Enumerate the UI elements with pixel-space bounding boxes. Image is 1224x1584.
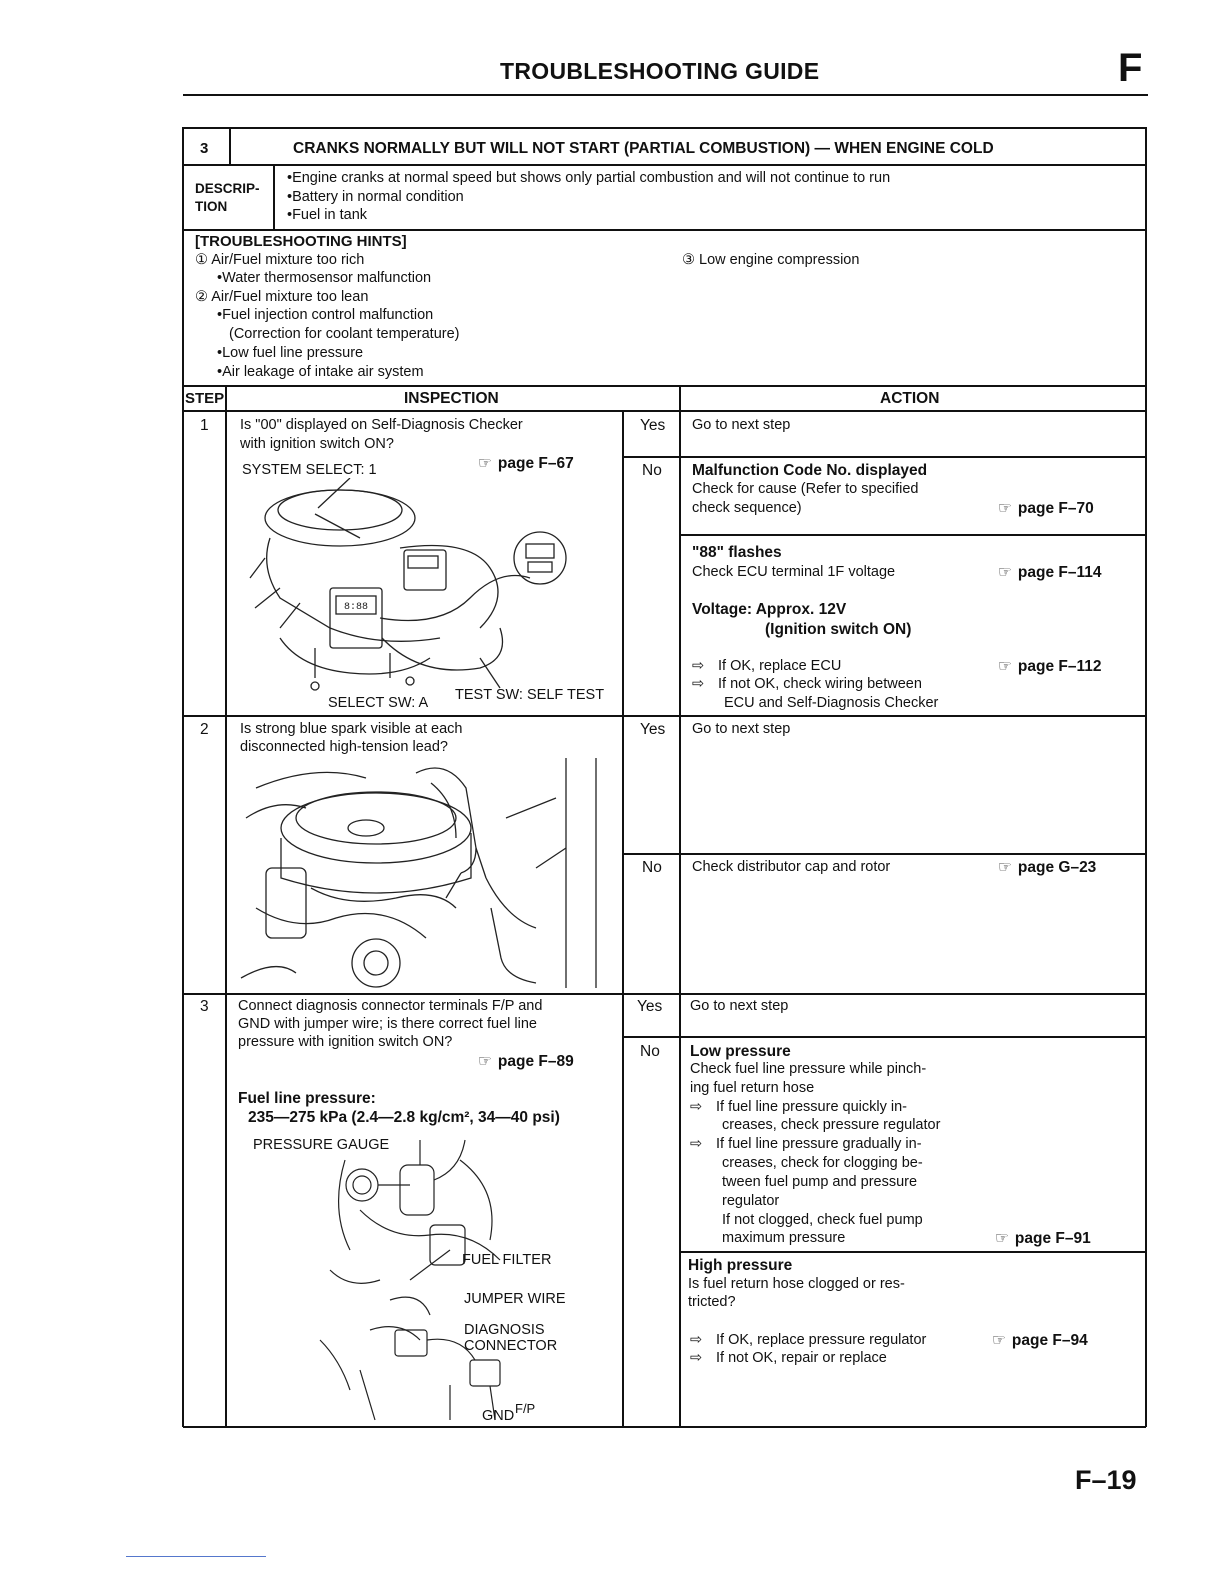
pointing-hand-icon: ☞ (992, 1332, 1006, 1349)
pointing-hand-icon: ☞ (998, 564, 1012, 581)
figure-label: TEST SW: SELF TEST (455, 687, 605, 703)
description-line: •Engine cranks at normal speed but shows only partial combustion and will not continue to run (287, 170, 891, 186)
yes-label: Yes (640, 417, 666, 434)
action-text: Go to next step (690, 998, 789, 1014)
action-text: check sequence) (692, 500, 802, 516)
step-inspection-line: Is "00" displayed on Self-Diagnosis Checker (240, 417, 523, 433)
yes-label: Yes (637, 998, 663, 1015)
page-reference: ☞ page F–70 (998, 500, 1094, 517)
description-label-2: TION (195, 199, 228, 214)
section-letter: F (1118, 46, 1143, 90)
hint-item: ③ Low engine compression (682, 252, 860, 268)
action-heading: Malfunction Code No. displayed (692, 462, 928, 479)
action-text: Go to next step (692, 417, 791, 433)
figure-label: PRESSURE GAUGE (253, 1137, 390, 1153)
figure-label: F/P (515, 1401, 536, 1416)
step-inspection-line: Connect diagnosis connector terminals F/P and (238, 998, 543, 1014)
action-result: ⇨ If fuel line pressure quickly in- (690, 1099, 907, 1115)
yes-label: Yes (640, 721, 666, 738)
step-number: 3 (200, 998, 209, 1015)
action-text: Is fuel return hose clogged or res- (688, 1276, 905, 1292)
pointing-hand-icon: ☞ (998, 859, 1012, 876)
pointing-hand-icon: ☞ (478, 1053, 492, 1070)
action-heading: Low pressure (690, 1043, 791, 1060)
step-inspection-line: disconnected high-tension lead? (240, 739, 448, 755)
hint-item: ② Air/Fuel mixture too lean (195, 289, 369, 305)
page-reference: ☞ page F–91 (995, 1230, 1091, 1247)
action-heading: "88" flashes (692, 544, 782, 561)
action-text: Check fuel line pressure while pinch- (690, 1061, 927, 1077)
action-text: Go to next step (692, 721, 791, 737)
no-label: No (642, 462, 662, 479)
outline-arrow-icon: ⇨ (692, 658, 705, 674)
header-rule (183, 94, 1148, 96)
page-reference: ☞ page G–23 (998, 859, 1097, 876)
figure-label: FUEL FILTER (462, 1252, 552, 1268)
pressure-heading: Fuel line pressure: (238, 1090, 376, 1107)
hint-item: •Fuel injection control malfunction (217, 307, 434, 323)
step-number: 1 (200, 417, 209, 434)
outline-arrow-icon: ⇨ (690, 1332, 703, 1348)
no-label: No (642, 859, 662, 876)
action-result: creases, check for clogging be- (722, 1155, 923, 1171)
footer-link-underline (126, 1556, 266, 1557)
action-result: If not clogged, check fuel pump (722, 1212, 923, 1228)
pointing-hand-icon: ☞ (478, 455, 492, 472)
no-label: No (640, 1043, 660, 1060)
page-header-title: TROUBLESHOOTING GUIDE (500, 58, 820, 84)
pointing-hand-icon: ☞ (998, 500, 1012, 517)
hint-item: •Air leakage of intake air system (217, 364, 424, 380)
outline-arrow-icon: ⇨ (690, 1136, 703, 1152)
fuel-pressure-illustration (300, 1130, 550, 1422)
pressure-spec: 235—275 kPa (2.4—2.8 kg/cm², 34—40 psi) (248, 1109, 560, 1126)
action-result: ⇨ If OK, replace ECU (692, 658, 842, 674)
svg-text:8:88: 8:88 (344, 602, 369, 613)
figure-label: CONNECTOR (464, 1338, 558, 1354)
hints-heading: [TROUBLESHOOTING HINTS] (195, 233, 407, 250)
action-text: Check distributor cap and rotor (692, 859, 891, 875)
action-text: Check for cause (Refer to specified (692, 481, 919, 497)
hint-item: (Correction for coolant temperature) (229, 326, 460, 342)
pointing-hand-icon: ☞ (995, 1230, 1009, 1247)
pointing-hand-icon: ☞ (998, 658, 1012, 675)
action-result: regulator (722, 1193, 780, 1209)
page-reference: ☞ page F–94 (992, 1332, 1088, 1349)
figure-label: SYSTEM SELECT: 1 (242, 462, 377, 478)
action-result: ⇨ If OK, replace pressure regulator (690, 1332, 927, 1348)
action-result: maximum pressure (722, 1230, 846, 1246)
action-result: ⇨ If not OK, repair or replace (690, 1350, 887, 1366)
page-reference: ☞ page F–112 (998, 658, 1102, 675)
figure-label: SELECT SW: A (328, 695, 429, 711)
page-reference: ☞ page F–89 (478, 1053, 574, 1070)
action-result: ⇨ If not OK, check wiring between (692, 676, 922, 692)
action-result: creases, check pressure regulator (722, 1117, 941, 1133)
page-reference: ☞ page F–114 (998, 564, 1102, 581)
voltage-spec: (Ignition switch ON) (765, 621, 912, 638)
page-reference: ☞ page F–67 (478, 455, 574, 472)
action-text: ing fuel return hose (690, 1080, 815, 1096)
outline-arrow-icon: ⇨ (690, 1350, 703, 1366)
figure-label: JUMPER WIRE (464, 1291, 566, 1307)
action-result: ECU and Self-Diagnosis Checker (724, 695, 939, 711)
description-line: •Fuel in tank (287, 207, 368, 223)
voltage-spec: Voltage: Approx. 12V (692, 601, 847, 618)
spark-test-illustration (236, 758, 620, 990)
action-heading: High pressure (688, 1257, 793, 1274)
outline-arrow-icon: ⇨ (690, 1099, 703, 1115)
action-result: tween fuel pump and pressure (722, 1174, 918, 1190)
outline-arrow-icon: ⇨ (692, 676, 705, 692)
self-diagnosis-checker-illustration (240, 478, 620, 710)
column-header-inspection: INSPECTION (404, 390, 499, 407)
hint-item: ① Air/Fuel mixture too rich (195, 252, 365, 268)
hint-item: •Water thermosensor malfunction (217, 270, 432, 286)
column-header-step: STEP (185, 390, 225, 407)
figure-label: GND (482, 1408, 515, 1424)
page-number: F–19 (1075, 1465, 1137, 1495)
step-inspection-line: pressure with ignition switch ON? (238, 1034, 453, 1050)
problem-number: 3 (200, 140, 209, 157)
step-number: 2 (200, 721, 209, 738)
action-text: Check ECU terminal 1F voltage (692, 564, 896, 580)
step-inspection-line: Is strong blue spark visible at each (240, 721, 463, 737)
description-line: •Battery in normal condition (287, 189, 464, 205)
action-text: tricted? (688, 1294, 736, 1310)
step-inspection-line: GND with jumper wire; is there correct fuel line (238, 1016, 537, 1032)
action-result: ⇨ If fuel line pressure gradually in- (690, 1136, 922, 1152)
hint-item: •Low fuel line pressure (217, 345, 364, 361)
figure-label: DIAGNOSIS (464, 1322, 545, 1338)
step-inspection-line: with ignition switch ON? (240, 436, 394, 452)
problem-title: CRANKS NORMALLY BUT WILL NOT START (PARTIAL COMBUSTION) — WHEN ENGINE COLD (293, 140, 994, 157)
description-label-1: DESCRIP- (195, 181, 260, 196)
column-header-action: ACTION (880, 390, 940, 407)
